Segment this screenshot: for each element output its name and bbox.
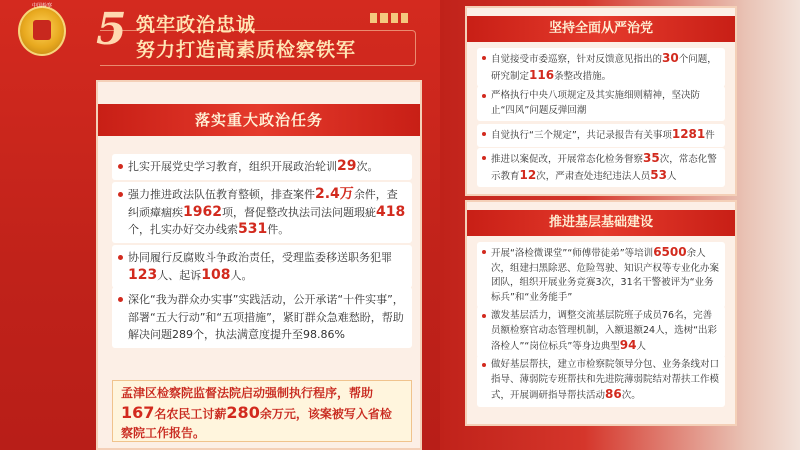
list-item [112, 154, 412, 180]
item-text: 推进以案促改，开展常态化检务督察 [491, 154, 644, 165]
highlight-number: 2.4万 [315, 186, 354, 202]
item-text: 做好基层帮扶，建立市检察院领导分包、业务条线对口指导、薄弱院专班帮扶和先进院薄弱院结对帮扶工作模式，开展调研指导帮扶活动 [491, 359, 720, 401]
highlight-number: 1281 [671, 127, 706, 141]
left-card-title: 落实重大政治任务 [98, 104, 420, 136]
list-item [477, 306, 725, 358]
highlight-number: 116 [529, 67, 555, 82]
emblem-text: 中国检察 [31, 3, 52, 9]
list-item [477, 86, 725, 121]
item-text: 自觉执行“三个规定”，共记录报告有关事项 [491, 130, 672, 141]
item-text: 孟津区检察院监督法院启动强制执行程序，帮助 [121, 386, 374, 400]
item-text: 次，常态化警示教育 [491, 154, 717, 182]
item-text: 余万元，该案被写入省检察院工作报告。 [121, 407, 392, 440]
highlight-number: 6500 [653, 245, 687, 259]
item-text: 个，扎实办好交办线索 [128, 223, 238, 236]
item-text: 次。 [621, 390, 641, 401]
highlight-number: 29 [337, 158, 357, 174]
section-number: 5 [96, 4, 127, 55]
item-text: 深化“我为群众办实事”实践活动，公开承诺“十件实事”，部署“五大行动”和“五项措施”，紧盯群众急难愁盼，帮助解决问题289个，执法满意度提升至98.86% [128, 293, 404, 341]
highlight-number: 30 [662, 51, 679, 65]
item-text: 余件，查纠顽瘴痼疾 [128, 188, 398, 219]
list-item [477, 48, 725, 87]
list-item [112, 245, 412, 288]
highlight-number: 12 [519, 167, 537, 182]
notice-box [112, 380, 412, 442]
item-text: 名农民工讨薪 [154, 407, 227, 421]
procuratorate-emblem-icon [18, 6, 66, 56]
item-text: 件 [705, 130, 715, 141]
right-top-card [465, 6, 737, 196]
item-text: 余人次，组建扫黑除恶、危险驾驶、知识产权等专业化办案团队，组织开展业务竞赛3次，31名干警被评为“业务标兵”和“业务能手” [491, 248, 720, 303]
highlight-number: 167 [121, 403, 155, 422]
item-text: 协同履行反腐败斗争政治责任，受理监委移送职务犯罪 [128, 251, 392, 264]
item-text: 件。 [267, 223, 290, 236]
right-top-title: 坚持全面从严治党 [467, 16, 735, 42]
title-line-1: 筑牢政治忠诚 [136, 14, 257, 36]
item-text: 人 [666, 170, 677, 182]
highlight-number: 280 [226, 403, 260, 422]
item-text: 人。 [230, 268, 253, 282]
decorative-stripes [370, 13, 408, 23]
highlight-number: 418 [375, 203, 406, 220]
list-item [112, 182, 412, 243]
right-bottom-card [465, 200, 737, 426]
item-text: 项，督促整改执法司法问题瑕疵 [221, 205, 376, 219]
item-text: 次，严肃查处违纪违法人员 [536, 170, 651, 182]
highlight-number: 86 [605, 387, 622, 401]
item-text: 自觉接受市委巡察，针对反馈意见指出的 [491, 54, 663, 65]
list-item [477, 148, 725, 187]
left-card [96, 80, 422, 450]
list-item [477, 124, 725, 147]
item-text: 次。 [356, 160, 379, 173]
item-text: 个问题，研究制定 [491, 54, 717, 82]
highlight-number: 123 [128, 266, 158, 283]
right-bottom-title: 推进基层基础建设 [467, 210, 735, 236]
list-item [477, 355, 725, 407]
item-text: 开展“洛检微课堂”“师傅带徒弟”等培训 [491, 248, 654, 259]
item-text: 强力推进政法队伍教育整顿，排查案件 [128, 188, 315, 201]
highlight-number: 35 [643, 151, 660, 165]
highlight-number: 94 [619, 338, 637, 352]
item-text: 严格执行中央八项规定及其实施细则精神，坚决防止“四风”问题反弹回潮 [491, 90, 701, 116]
list-item [112, 287, 412, 348]
item-text: 人、起诉 [157, 268, 202, 282]
list-item [477, 242, 725, 308]
item-text: 扎实开展党史学习教育，组织开展政治轮训 [128, 160, 337, 173]
highlight-number: 53 [650, 167, 667, 182]
highlight-number: 108 [201, 266, 231, 283]
title-line-2: 努力打造高素质检察铁军 [136, 39, 357, 61]
item-text: 人 [636, 341, 646, 352]
item-text: 条整改措施。 [554, 70, 612, 82]
highlight-number: 1962 [183, 203, 222, 220]
item-text: 激发基层活力，调整交流基层院班子成员76名，完善员额检察官动态管理机制，入额退额24人，选树“出彩洛检人”“岗位标兵”等身边典型 [491, 310, 718, 352]
highlight-number: 531 [238, 221, 268, 237]
